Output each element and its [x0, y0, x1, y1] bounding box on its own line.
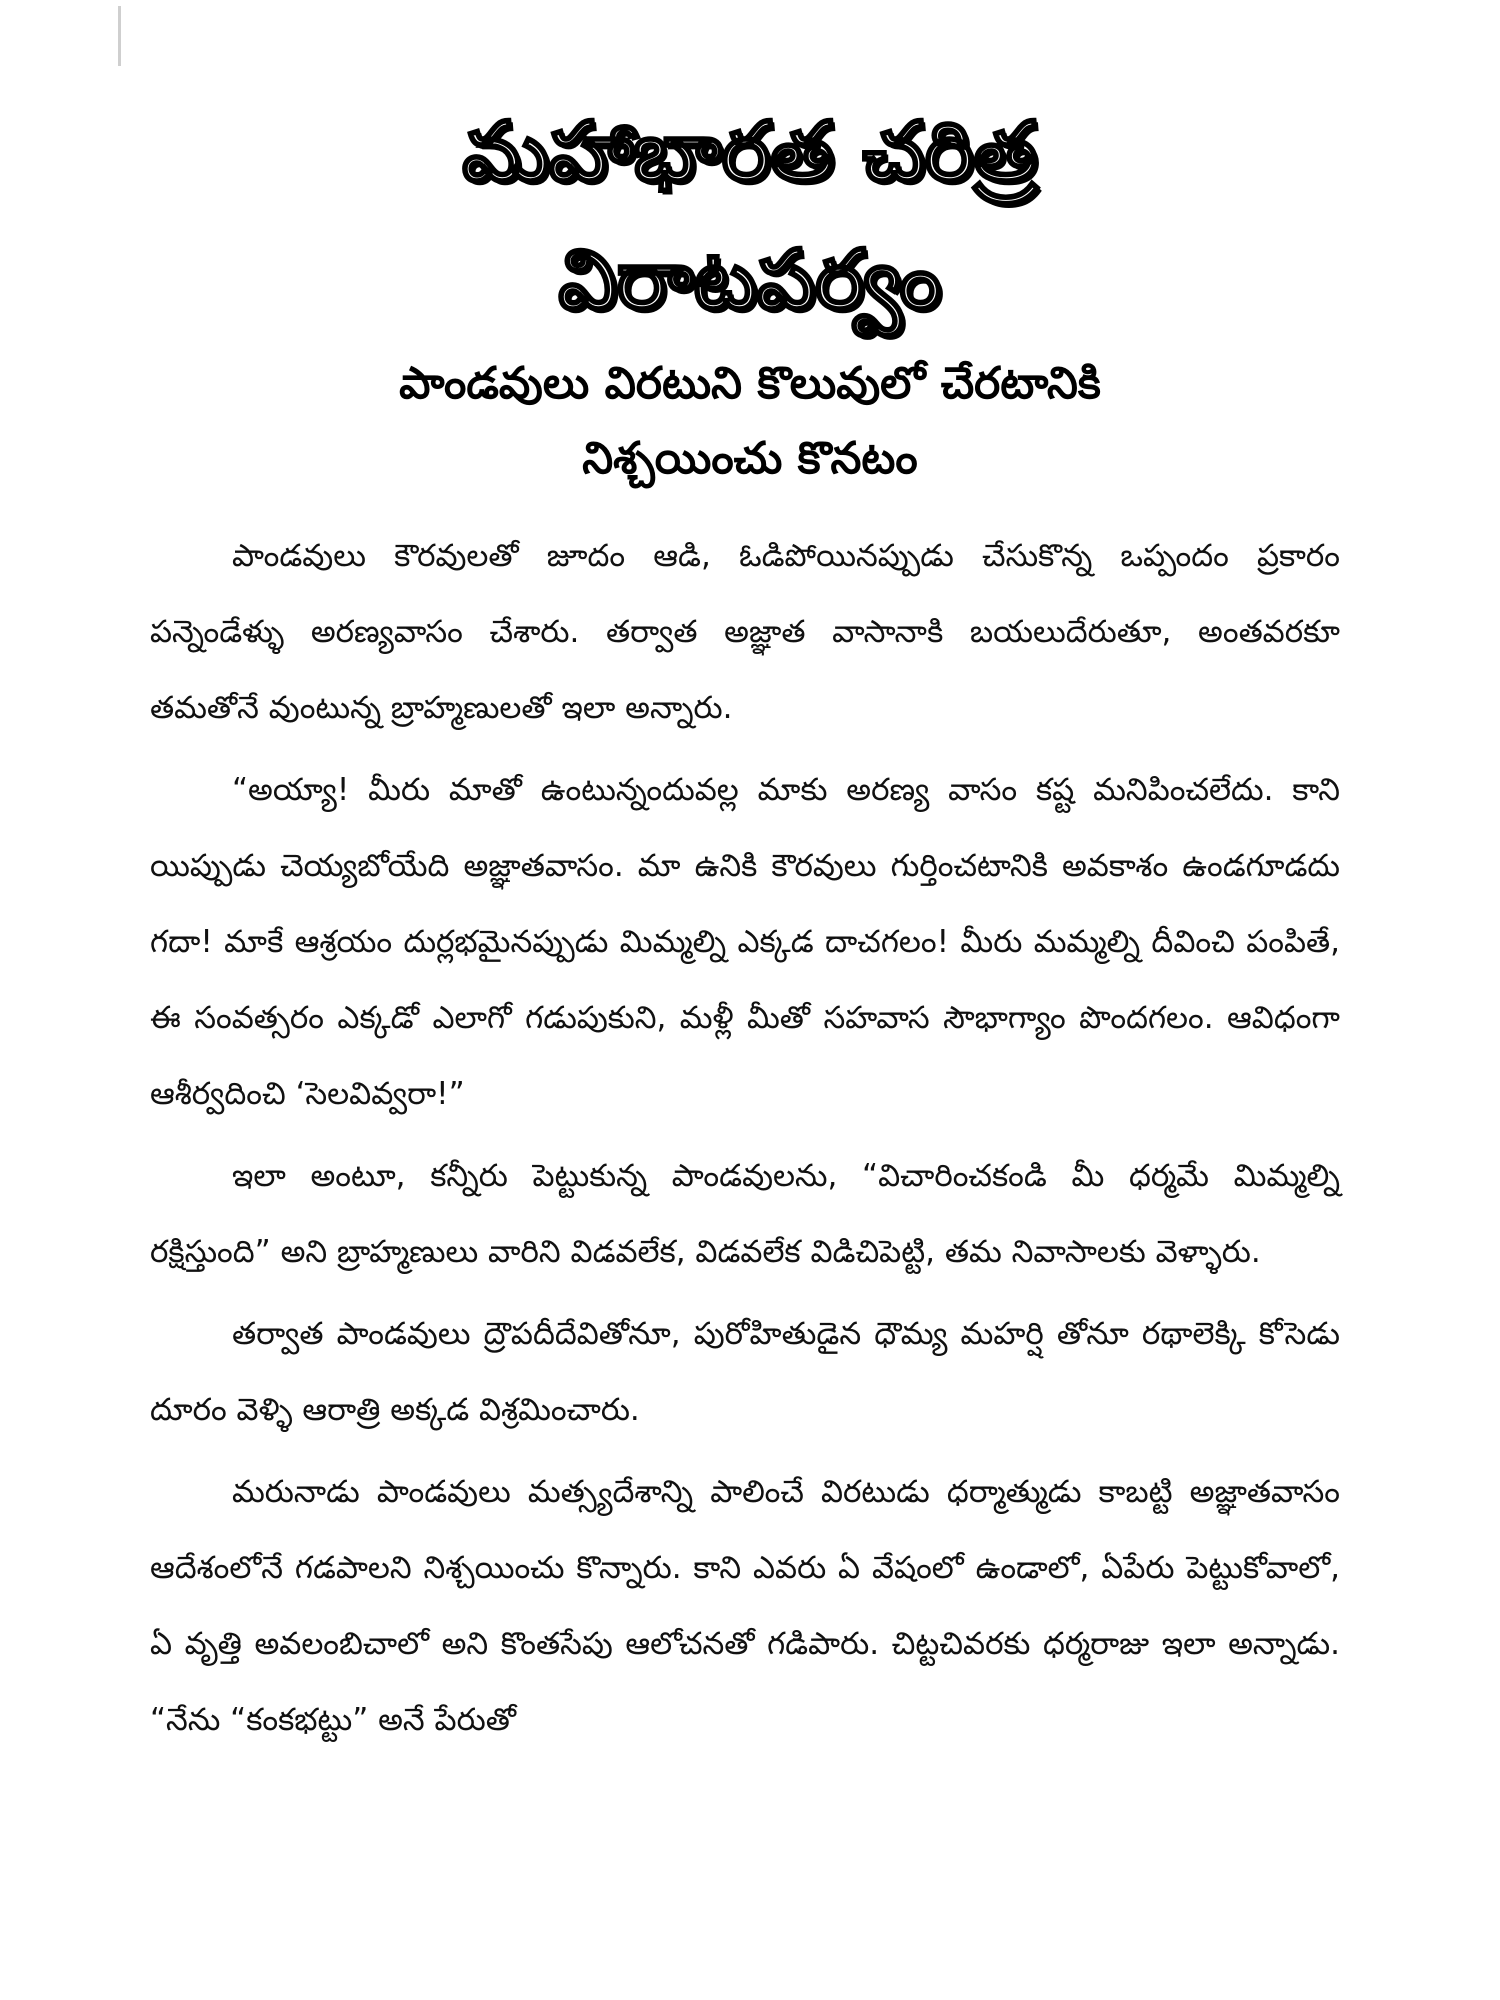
paragraph-1: పాండవులు కౌరవులతో జూదం ఆడి, ఓడిపోయినప్పుడు చేసుకొన్న ఒప్పందం ప్రకారం పన్నెండేళ్ళు అరణ్యవాసం చేశారు. తర్వాత అజ్ఞాత వాసానాకి బయలుదేరుతూ, అంతవరకూ తమతోనే వుంటున్న బ్రాహ్మణులతో ఇలా అన్నారు. [150, 538, 1340, 726]
subtitle-line-2: నిశ్చయించు కొనటం [582, 433, 918, 484]
paragraph-3: ఇలా అంటూ, కన్నీరు పెట్టుకున్న పాండవులను, “విచారించకండి మీ ధర్మమే మిమ్మల్ని రక్షిస్తుంది” అని బ్రాహ్మణులు వారిని విడవలేక, విడవలేక విడిచిపెట్టి, తమ నివాసాలకు వెళ్ళారు. [150, 1158, 1340, 1270]
paragraph-4: తర్వాత పాండవులు ద్రౌపదీదేవితోనూ, పురోహితుడైన ధౌమ్య మహర్షి తోనూ రథాలెక్కి కోసెడు దూరం వెళ్ళి ఆరాత్రి అక్కడ విశ్రమించారు. [150, 1316, 1340, 1428]
body-text [150, 518, 1340, 1764]
title-line-2: విరాటపర్వం [558, 233, 942, 328]
paragraph-2: “అయ్యా! మీరు మాతో ఉంటున్నందువల్ల మాకు అరణ్య వాసం కష్ట మనిపించలేదు. కాని యిప్పుడు చెయ్యబోయేది అజ్ఞాతవాసం. మా ఉనికి కౌరవులు గుర్తించటానికి అవకాశం ఉండగూడదు గదా! మాకే ఆశ్రయం దుర్లభమైనప్పుడు మిమ్మల్ని ఎక్కడ దాచగలం! మీరు మమ్మల్ని దీవించి పంపితే, ఈ సంవత్సరం ఎక్కడో ఎలాగో గడుపుకుని, మళ్లీ మీతో సహవాస సౌభాగ్యాం పొందగలం. ఆవిధంగా ఆశీర్వదించి ‘సెలవివ్వరా!” [150, 772, 1340, 1112]
subtitle-line-1: పాండవులు విరటుని కొలువులో చేరటానికి [399, 358, 1101, 409]
title-line-1: మహాభారత చరిత్ర [462, 105, 1038, 200]
scan-edge-mark [118, 6, 121, 66]
paragraph-5: మరునాడు పాండవులు మత్స్యదేశాన్ని పాలించే విరటుడు ధర్మాత్ముడు కాబట్టి అజ్ఞాతవాసం ఆదేశంలోనే గడపాలని నిశ్చయించు కొన్నారు. కాని ఎవరు ఏ వేషంలో ఉండాలో, ఏపేరు పెట్టుకోవాలో, ఏ వృత్తి అవలంబిచాలో అని కొంతసేపు ఆలోచనతో గడిపారు. చిట్టచివరకు ధర్మరాజు ఇలా అన్నాడు. “నేను “కంకభట్టు” అనే పేరుతో [150, 1474, 1340, 1738]
